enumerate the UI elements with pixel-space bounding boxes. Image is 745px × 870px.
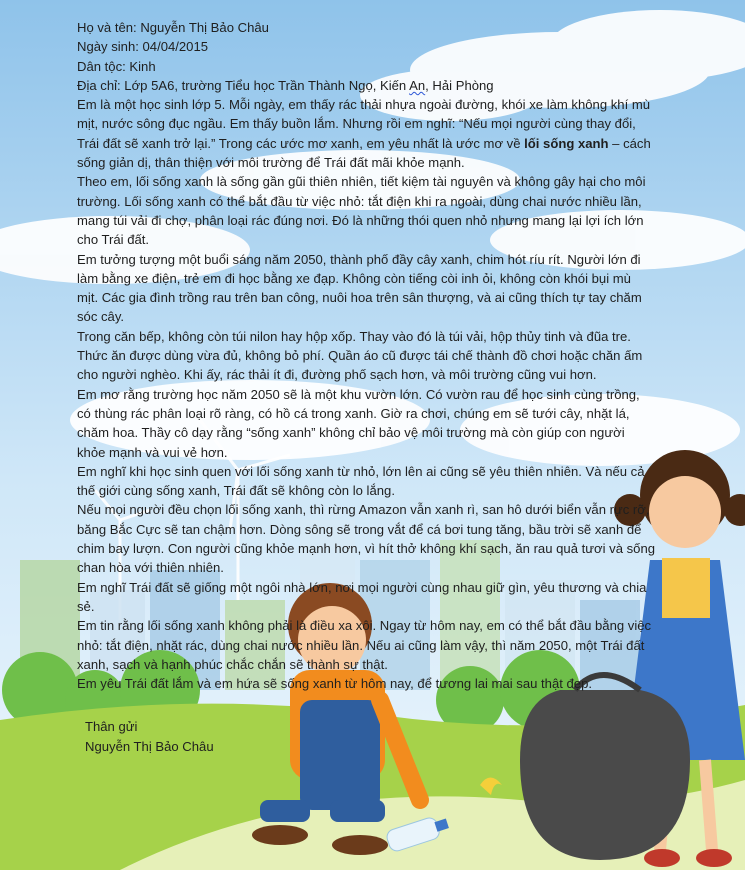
spellcheck-word[interactable]: An xyxy=(409,77,426,93)
paragraph-1 xyxy=(77,95,655,172)
signature: Nguyễn Thị Bảo Châu xyxy=(85,738,214,754)
paragraph-10: Em yêu Trái đất lắm và em hứa sẽ sống xanh từ hôm nay, để tương lai mai sau thật đẹp. xyxy=(77,676,593,692)
paragraph-7: Nếu mọi người đều chọn lối sống xanh, thì rừng Amazon vẫn xanh rì, san hô dưới biển vẫn rực rỡ, băng Bắc Cực sẽ tan chậm hơn. Dòng sông sẽ trong vắt để cá bơi tung tăng, bầu trời sẽ xanh để chim bay lượn. Con người cũng khỏe mạnh hơn, vì hít thở không khí sạch, ăn rau quả tươi và sống chan hòa với thiên nhiên. xyxy=(77,502,656,576)
paragraph-9: Em tin rằng lối sống xanh không phải là điều xa xôi. Ngay từ hôm nay, em có thể bắt đầu bằng việc nhỏ: tắt điện, nhặt rác, dùng chai nước nhiều lần. Nếu ai cũng làm vậy, thì năm 2050, một Trái đất xanh, sạch và hạnh phúc chắc chắn sẽ thành sự thật. xyxy=(77,618,652,672)
letter-text xyxy=(77,18,655,756)
bold-phrase: lối sống xanh xyxy=(524,135,609,151)
letter-body xyxy=(77,95,655,693)
dob-line: Ngày sinh: 04/04/2015 xyxy=(77,39,209,55)
paragraph-1-text: Em là một học sinh lớp 5. Mỗi ngày, em thấy rác thải nhựa ngoài đường, khói xe làm không khí mù mịt, nước sông đục ngầu. Em thấy buồn lắm. Nhưng rồi em nghĩ: “Nếu mọi người cùng thay đổi, Trái đất sẽ xanh trở lại.” Trong các ước mơ xanh, em yêu nhất là ước mơ về xyxy=(77,97,651,151)
closing-greeting: Thân gửi xyxy=(85,719,138,735)
ethnicity-line: Dân tộc: Kinh xyxy=(77,58,156,74)
address-line xyxy=(77,76,655,95)
name-line: Họ và tên: Nguyễn Thị Bảo Châu xyxy=(77,20,269,35)
paragraph-3: Em tưởng tượng một buổi sáng năm 2050, thành phố đầy cây xanh, chim hót ríu rít. Người lớn đi làm bằng xe điện, trẻ em đi học bằng xe đạp. Không còn tiếng còi inh ỏi, không còn khói bụi mù mịt. Các gia đình trồng rau trên ban công, nuôi hoa trên sân thượng, và ai cũng thích tự tay chăm sóc cây. xyxy=(77,251,642,325)
paragraph-6: Em nghĩ khi học sinh quen với lối sống xanh từ nhỏ, lớn lên ai cũng sẽ yêu thiên nhiên. Và nếu cả thế giới cùng sống xanh, Trái đất sẽ không còn lo lắng. xyxy=(77,463,645,499)
paragraph-2: Theo em, lối sống xanh là sống gần gũi thiên nhiên, tiết kiệm tài nguyên và không gây hại cho môi trường. Lối sống xanh có thể bắt đầu từ việc nhỏ: tắt điện khi ra ngoài, dùng chai nước nhiều lần, mang túi vải đi chợ, phân loại rác đúng nơi. Đó là những thói quen nhỏ nhưng mang lại lợi ích lớn cho Trái đất. xyxy=(77,174,646,248)
paragraph-4: Trong căn bếp, không còn túi nilon hay hộp xốp. Thay vào đó là túi vải, hộp thủy tinh và đũa tre. Thức ăn được dùng vừa đủ, không bỏ phí. Quần áo cũ được tái chế thành đồ chơi hoặc chăn ấm cho người nghèo. Khi ấy, rác thải ít đi, đường phố sạch hơn, và môi trường cũng vui hơn. xyxy=(77,328,643,383)
paragraph-8: Em nghĩ Trái đất sẽ giống một ngôi nhà lớn, nơi mọi người cùng nhau giữ gìn, yêu thương và chia sẻ. xyxy=(77,579,647,614)
paragraph-1-text-end: – cách sống giản dị, thân thiện với môi trường để Trái đất mãi khỏe mạnh. xyxy=(77,135,651,171)
address-text: Địa chỉ: Lớp 5A6, trường Tiểu học Trần Thành Ngọ, Kiến xyxy=(77,77,410,93)
closing xyxy=(85,717,655,756)
personal-info xyxy=(77,18,655,95)
paragraph-5: Em mơ rằng trường học năm 2050 sẽ là một khu vườn lớn. Có vườn rau để học sinh cùng trồng, có thùng rác phân loại rõ ràng, có hồ cá trong xanh. Giờ ra chơi, chúng em sẽ tưới cây, nhặt lá, chăm hoa. Thầy cô dạy rằng “sống xanh” không chỉ bảo vệ môi trường mà còn giúp con người khỏe mạnh và vui vẻ hơn. xyxy=(77,386,640,460)
address-text-end: , Hải Phòng xyxy=(425,77,494,93)
